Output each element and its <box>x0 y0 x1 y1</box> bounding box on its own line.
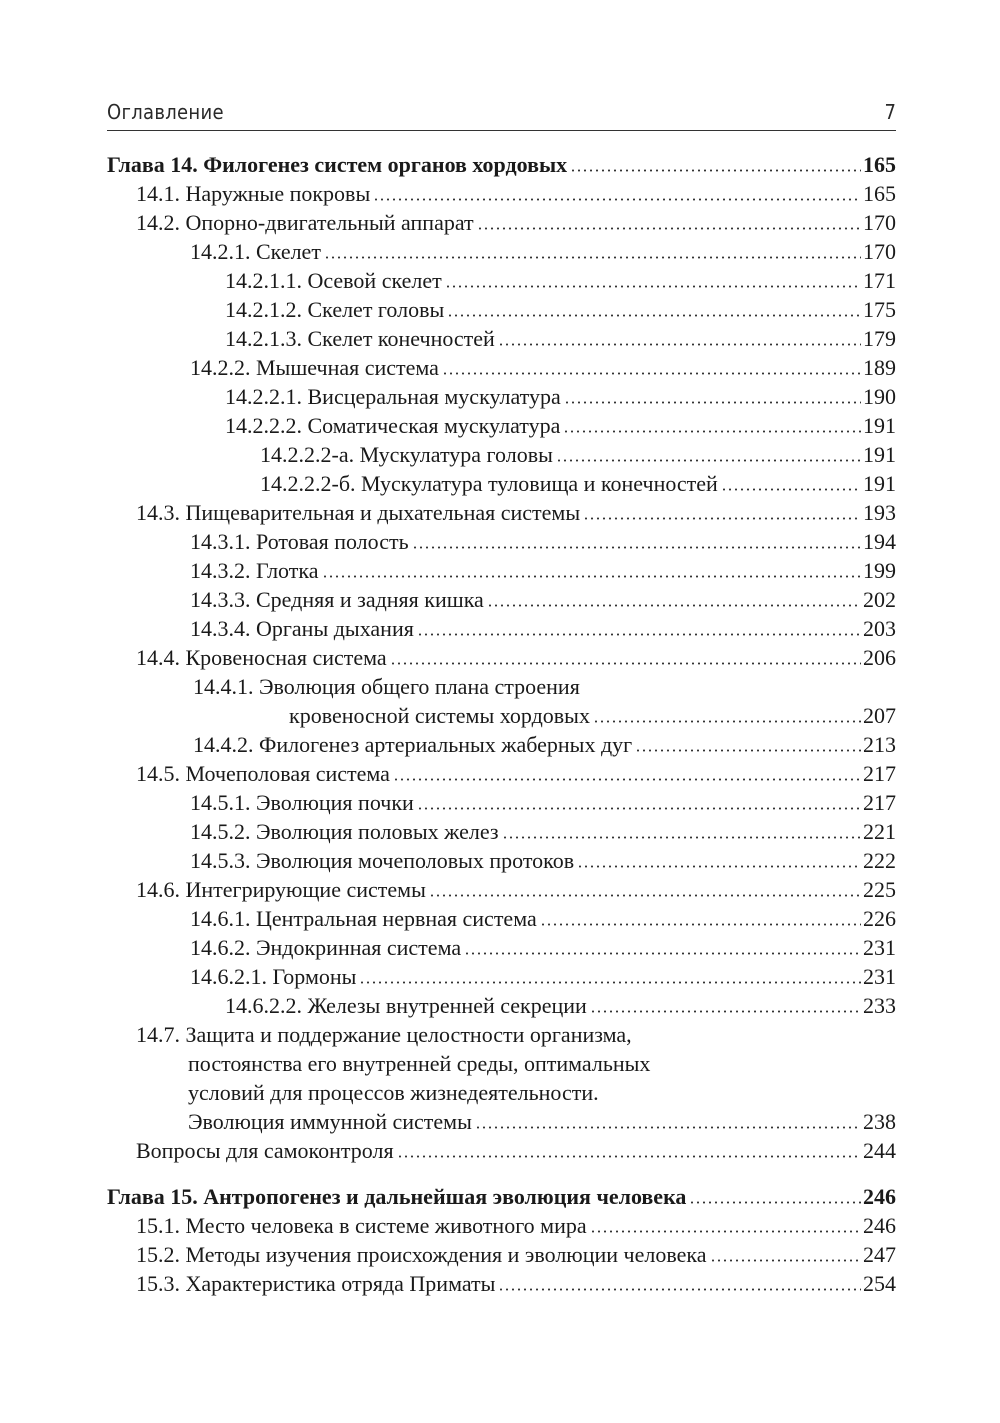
toc-chapter-15[interactable] <box>107 1182 896 1211</box>
dot-leader <box>464 952 861 955</box>
dot-leader <box>564 401 861 404</box>
toc-entry-14-5-2[interactable] <box>107 817 896 846</box>
dot-leader <box>577 865 861 868</box>
toc-entry-title: 14.2.2.2-а. Мускулатура головы <box>260 442 553 467</box>
dot-leader <box>477 227 861 230</box>
dot-leader <box>498 343 861 346</box>
toc-entry-title: 14.6. Интегрирующие системы <box>136 877 426 902</box>
toc-entry-title: 14.5.1. Эволюция почки <box>190 790 414 815</box>
toc-entry-page: 189 <box>863 355 896 380</box>
toc-entry-page: 193 <box>863 500 896 525</box>
toc-entry-14-4-2[interactable] <box>107 730 896 759</box>
toc-entry-14-3-4[interactable] <box>107 614 896 643</box>
toc-entry-14-2-2-2[interactable] <box>107 411 896 440</box>
dot-leader <box>590 1230 861 1233</box>
toc-entry-14-2-1-2[interactable] <box>107 295 896 324</box>
toc-entry-title: 14.2.2.1. Висцеральная мускулатура <box>225 384 561 409</box>
toc-entry-title: 14.4.2. Филогенез артериальных жаберных дуг <box>193 732 633 757</box>
toc-entry-page: 247 <box>863 1242 896 1267</box>
toc-entry-14-6-1[interactable] <box>107 904 896 933</box>
toc-entry-14-2-1[interactable] <box>107 237 896 266</box>
dot-leader <box>721 488 861 491</box>
toc-entry-title: 14.3.3. Средняя и задняя кишка <box>190 587 484 612</box>
toc-entry-page: 191 <box>863 413 896 438</box>
toc-entry-title: 14.3.2. Глотка <box>190 558 319 583</box>
toc-entry-page: 246 <box>863 1184 896 1209</box>
toc-entry-title-line: Эволюция иммунной системы <box>188 1109 472 1134</box>
toc-entry-page: 191 <box>863 471 896 496</box>
toc-entry-page: 233 <box>863 993 896 1018</box>
dot-leader <box>445 285 861 288</box>
toc-entry-page: 202 <box>863 587 896 612</box>
dot-leader <box>502 836 861 839</box>
toc-entry-title: Глава 15. Антропогенез и дальнейшая эволюция человека <box>107 1184 687 1209</box>
dot-leader <box>710 1259 861 1262</box>
dot-leader <box>324 256 861 259</box>
dot-leader <box>570 169 861 172</box>
toc-entry-title: 14.6.2.1. Гормоны <box>190 964 357 989</box>
dot-leader <box>635 749 861 752</box>
toc-entry-title: 14.5.2. Эволюция половых желез <box>190 819 499 844</box>
toc-entry-title-line: кровеносной системы хордовых <box>289 703 590 728</box>
toc-entry-title-line: постоянства его внутренней среды, оптимальных <box>188 1051 651 1076</box>
toc-entry-14-5[interactable] <box>107 759 896 788</box>
dot-leader <box>447 314 861 317</box>
toc-entry-14-3-3[interactable] <box>107 585 896 614</box>
toc-entry-title: 14.2.2.2-б. Мускулатура туловища и конечностей <box>260 471 718 496</box>
toc-entry-title: 14.2.2.2. Соматическая мускулатура <box>225 413 561 438</box>
toc-entry-page: 191 <box>863 442 896 467</box>
toc-entry-page: 203 <box>863 616 896 641</box>
toc-entry-title: Глава 14. Филогенез систем органов хордовых <box>107 152 568 177</box>
toc-entry-page: 170 <box>863 210 896 235</box>
toc-entry-page: 194 <box>863 529 896 554</box>
dot-leader <box>540 923 861 926</box>
toc-entry-page: 244 <box>863 1138 896 1163</box>
toc-entry-15-3[interactable] <box>107 1269 896 1298</box>
toc-chapter-14[interactable] <box>107 150 896 179</box>
toc-entry-title: 14.3.1. Ротовая полость <box>190 529 409 554</box>
toc-entry-page: 206 <box>863 645 896 670</box>
toc-entry-page: 226 <box>863 906 896 931</box>
toc-entry-page: 254 <box>863 1271 896 1296</box>
toc-entry-title: Вопросы для самоконтроля <box>136 1138 394 1163</box>
toc-entry-title: 14.1. Наружные покровы <box>136 181 371 206</box>
toc-entry-14-2[interactable] <box>107 208 896 237</box>
toc-entry-page: 165 <box>863 181 896 206</box>
running-header-title: Оглавление <box>107 100 224 124</box>
running-header-page-number: 7 <box>884 100 896 124</box>
toc-entry-self-check-questions[interactable] <box>107 1136 896 1165</box>
toc-entry-14-5-3[interactable] <box>107 846 896 875</box>
toc-entry-14-2-1-1[interactable] <box>107 266 896 295</box>
toc-entry-page: 246 <box>863 1213 896 1238</box>
toc-entry-14-2-2-2a[interactable] <box>107 440 896 469</box>
toc-entry-title: 14.2.1.3. Скелет конечностей <box>225 326 495 351</box>
dot-leader <box>373 198 861 201</box>
toc-entry-page: 217 <box>863 790 896 815</box>
toc-entry-title: 14.6.1. Центральная нервная система <box>190 906 537 931</box>
dot-leader <box>417 807 861 810</box>
dot-leader <box>590 1010 861 1013</box>
toc-entry-title: 14.3.4. Органы дыхания <box>190 616 414 641</box>
dot-leader <box>593 720 861 723</box>
toc-entry-14-6-2-1[interactable] <box>107 962 896 991</box>
toc-entry-page: 231 <box>863 935 896 960</box>
toc-entry-page: 175 <box>863 297 896 322</box>
toc-entry-page: 217 <box>863 761 896 786</box>
toc-entry-title: 14.5.3. Эволюция мочеполовых протоков <box>190 848 575 873</box>
dot-leader <box>429 894 861 897</box>
dot-leader <box>563 430 861 433</box>
table-of-contents <box>107 150 896 1298</box>
toc-entry-15-2[interactable] <box>107 1240 896 1269</box>
toc-entry-title: 14.4. Кровеносная система <box>136 645 387 670</box>
toc-entry-page: 213 <box>863 732 896 757</box>
dot-leader <box>359 981 861 984</box>
toc-entry-title: 14.2.1. Скелет <box>190 239 321 264</box>
toc-entry-title: 14.6.2.2. Железы внутренней секреции <box>225 993 587 1018</box>
dot-leader <box>442 372 861 375</box>
toc-entry-14-3[interactable] <box>107 498 896 527</box>
toc-entry-title: 15.2. Методы изучения происхождения и эволюции человека <box>136 1242 707 1267</box>
toc-entry-14-6[interactable] <box>107 875 896 904</box>
toc-entry-14-3-2[interactable] <box>107 556 896 585</box>
dot-leader <box>556 459 861 462</box>
toc-entry-title: 14.3. Пищеварительная и дыхательная системы <box>136 500 581 525</box>
dot-leader <box>417 633 861 636</box>
toc-entry-title-line: 14.7. Защита и поддержание целостности организма, <box>136 1022 632 1047</box>
toc-entry-14-3-1[interactable] <box>107 527 896 556</box>
toc-entry-page: 179 <box>863 326 896 351</box>
toc-entry-14-2-2-1[interactable] <box>107 382 896 411</box>
dot-leader <box>390 662 861 665</box>
toc-entry-title: 14.2. Опорно-двигательный аппарат <box>136 210 474 235</box>
toc-entry-page: 238 <box>863 1109 896 1134</box>
toc-entry-last-line <box>193 701 896 730</box>
toc-entry-title: 14.2.1.1. Осевой скелет <box>225 268 442 293</box>
toc-entry-14-2-1-3[interactable] <box>107 324 896 353</box>
toc-entry-page: 207 <box>863 703 896 728</box>
toc-entry-title-line: условий для процессов жизнедеятельности. <box>188 1080 599 1105</box>
dot-leader <box>583 517 861 520</box>
toc-entry-14-1[interactable] <box>107 179 896 208</box>
toc-entry-15-1[interactable] <box>107 1211 896 1240</box>
toc-entry-page: 199 <box>863 558 896 583</box>
toc-entry-14-2-2[interactable] <box>107 353 896 382</box>
toc-entry-title: 15.3. Характеристика отряда Приматы <box>136 1271 496 1296</box>
dot-leader <box>498 1288 861 1291</box>
toc-entry-title-line: 14.4.1. Эволюция общего плана строения <box>193 674 580 699</box>
toc-entry-14-5-1[interactable] <box>107 788 896 817</box>
toc-entry-page: 171 <box>863 268 896 293</box>
toc-entry-14-4-1[interactable] <box>107 672 896 730</box>
toc-entry-last-line <box>136 1107 896 1136</box>
toc-entry-title: 14.6.2. Эндокринная система <box>190 935 462 960</box>
toc-entry-14-4[interactable] <box>107 643 896 672</box>
dot-leader <box>322 575 862 578</box>
dot-leader <box>689 1201 861 1204</box>
toc-entry-14-7[interactable] <box>107 1020 896 1136</box>
dot-leader <box>475 1126 861 1129</box>
toc-entry-14-6-2-2[interactable] <box>107 991 896 1020</box>
dot-leader <box>487 604 861 607</box>
toc-entry-title: 15.1. Место человека в системе животного мира <box>136 1213 587 1238</box>
dot-leader <box>397 1155 861 1158</box>
toc-entry-page: 170 <box>863 239 896 264</box>
toc-entry-14-2-2-2b[interactable] <box>107 469 896 498</box>
toc-entry-title: 14.2.1.2. Скелет головы <box>225 297 445 322</box>
dot-leader <box>412 546 861 549</box>
dot-leader <box>393 778 861 781</box>
toc-entry-page: 165 <box>863 152 896 177</box>
toc-entry-page: 225 <box>863 877 896 902</box>
toc-entry-page: 190 <box>863 384 896 409</box>
toc-entry-title: 14.5. Мочеполовая система <box>136 761 390 786</box>
toc-entry-page: 221 <box>863 819 896 844</box>
running-header <box>107 96 896 131</box>
toc-entry-title: 14.2.2. Мышечная система <box>190 355 439 380</box>
toc-entry-14-6-2[interactable] <box>107 933 896 962</box>
toc-entry-page: 222 <box>863 848 896 873</box>
toc-entry-page: 231 <box>863 964 896 989</box>
